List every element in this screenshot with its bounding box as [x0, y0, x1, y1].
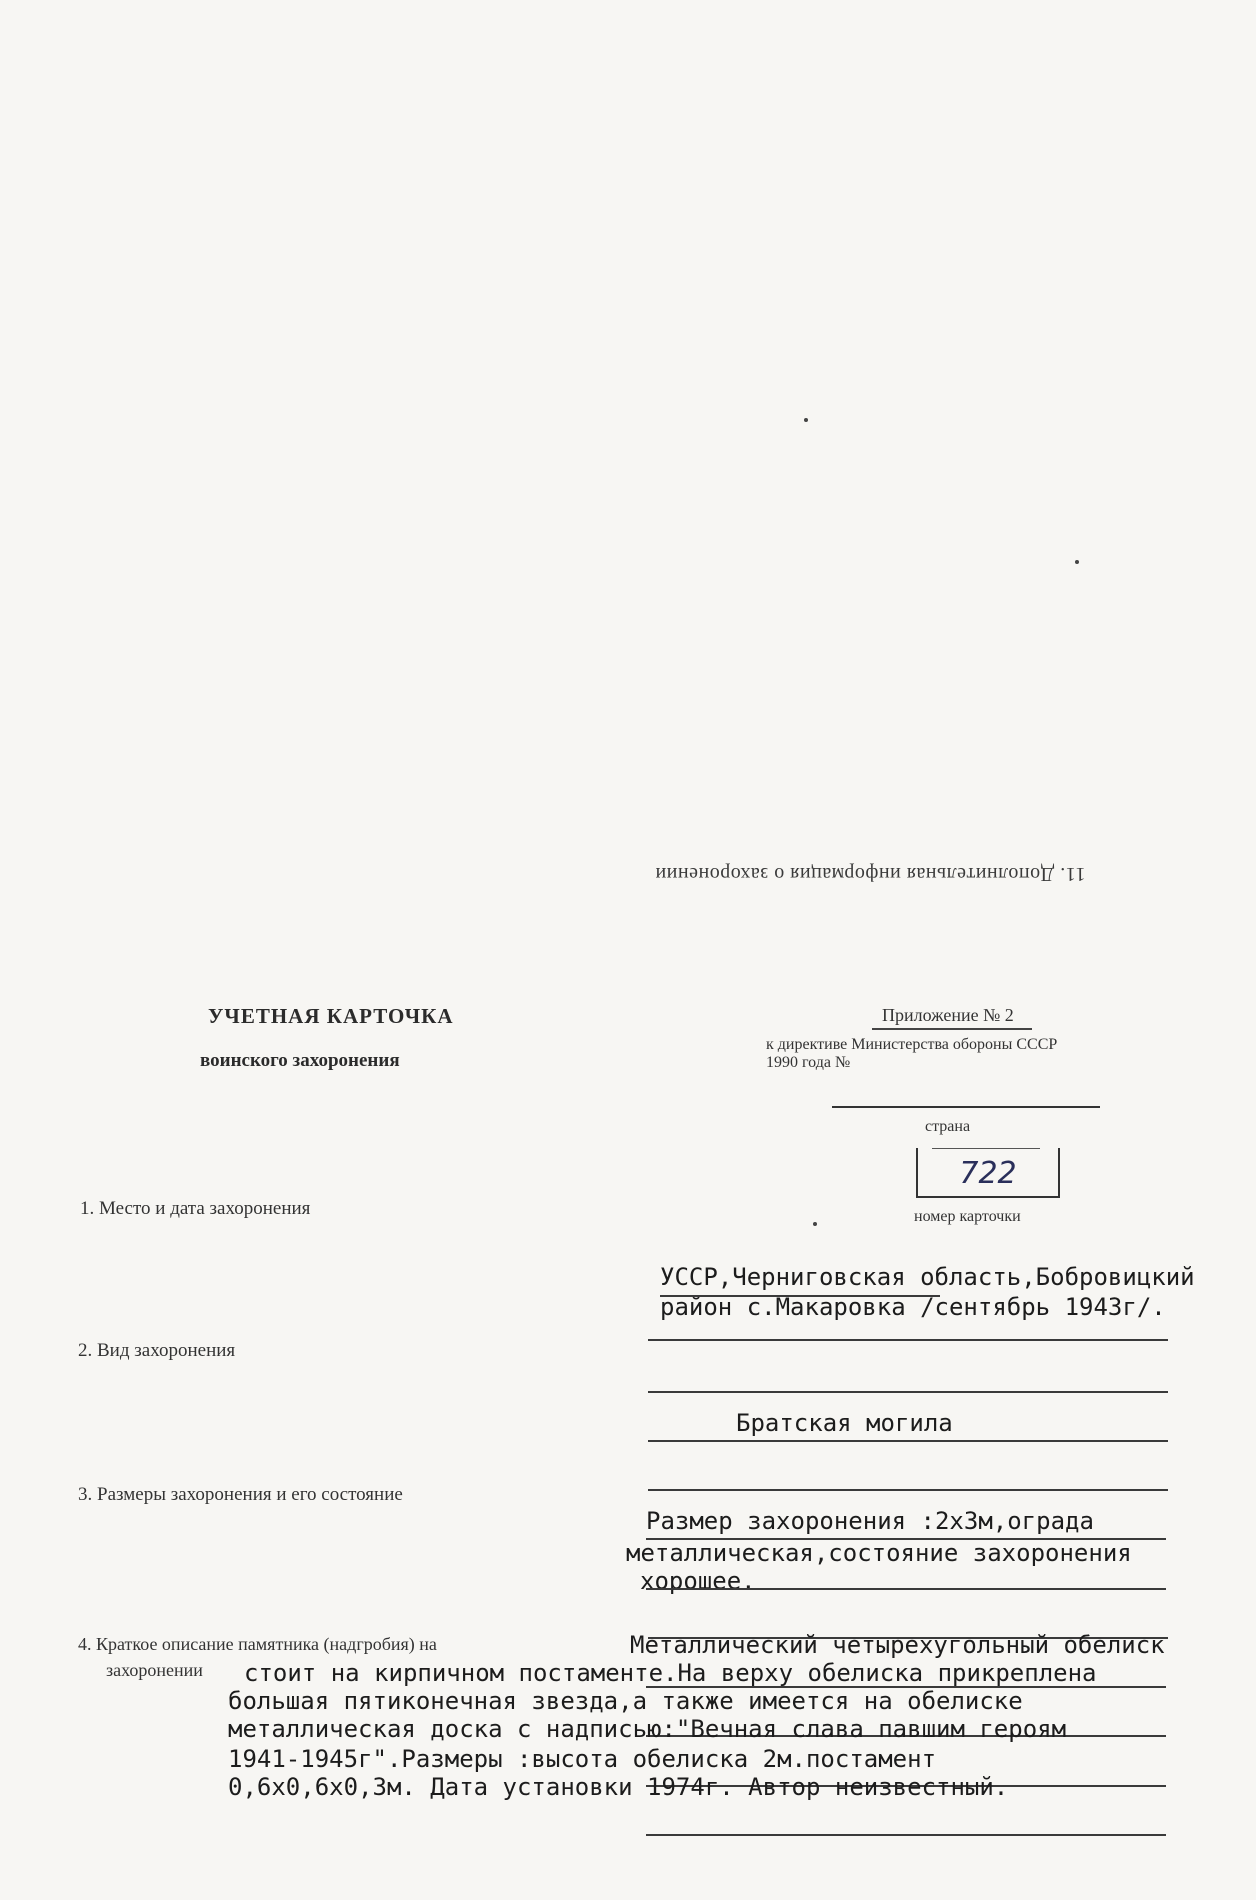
field-4-line-5: 1941-1945г".Размеры :высота обелиска 2м.постамент	[228, 1745, 937, 1773]
field-3-label: 3. Размеры захоронения и его состояние	[78, 1484, 403, 1505]
field-1-rule-1	[660, 1295, 940, 1297]
field-2-rule-2	[648, 1440, 1168, 1442]
country-field-line	[832, 1106, 1100, 1108]
field-3-rule-3	[646, 1588, 1166, 1590]
card-number: 722	[959, 1156, 1017, 1191]
directive-text	[766, 1036, 1146, 1072]
field-3-line-3: хорошее.	[640, 1567, 756, 1595]
speck	[804, 418, 808, 422]
field-4-line-4: металлическая доска с надписью:"Вечная слава павшим героям	[228, 1715, 1067, 1743]
reverse-header: 11. Дополнительная информация о захоронении	[655, 863, 1086, 885]
field-4-line-3: большая пятиконечная звезда,а также имеется на обелиске	[228, 1687, 1023, 1715]
card-number-box-top	[932, 1148, 1040, 1149]
field-3-line-2: металлическая,состояние захоронения	[626, 1539, 1132, 1567]
field-4-line-2: стоит на кирпичном постаменте.На верху обелиска прикреплена	[244, 1659, 1097, 1687]
field-2-label: 2. Вид захоронения	[78, 1340, 236, 1361]
appendix-title: Приложение № 2	[882, 1005, 1014, 1025]
field-4-label: 4. Краткое описание памятника (надгробия) на	[78, 1634, 437, 1654]
field-3-rule-1	[648, 1489, 1168, 1491]
field-4-line-6: 0,6х0,6х0,3м. Дата установки 1974г. Автор неизвестный.	[228, 1773, 1009, 1801]
country-label: страна	[925, 1118, 971, 1135]
field-2-line-1: Братская могила	[736, 1409, 953, 1437]
field-3-line-1: Размер захоронения :2х3м,ограда	[646, 1507, 1094, 1535]
field-4-label-cont: захоронении	[106, 1660, 203, 1680]
card-subtitle: воинского захоронения	[200, 1050, 400, 1071]
field-1-rule-2	[648, 1339, 1168, 1341]
field-2-rule-1	[648, 1391, 1168, 1393]
directive-line-2: 1990 года №	[766, 1054, 851, 1071]
field-1-line-1: УССР,Черниговская область,Бобровицкий	[660, 1263, 1195, 1291]
field-4-rule-4	[646, 1834, 1166, 1836]
field-1-label: 1. Место и дата захоронения	[80, 1198, 311, 1219]
field-1-line-2: район с.Макаровка /сентябрь 1943г/.	[660, 1293, 1166, 1321]
card-number-label: номер карточки	[914, 1208, 1021, 1225]
card-title: УЧЕТНАЯ КАРТОЧКА	[208, 1004, 454, 1028]
speck	[1075, 560, 1079, 564]
field-4-line-1: Металлический четырехугольный обелиск	[630, 1631, 1165, 1659]
speck	[813, 1222, 817, 1226]
directive-line-1: к директиве Министерства обороны СССР	[766, 1036, 1058, 1053]
appendix-underline	[872, 1028, 1032, 1030]
